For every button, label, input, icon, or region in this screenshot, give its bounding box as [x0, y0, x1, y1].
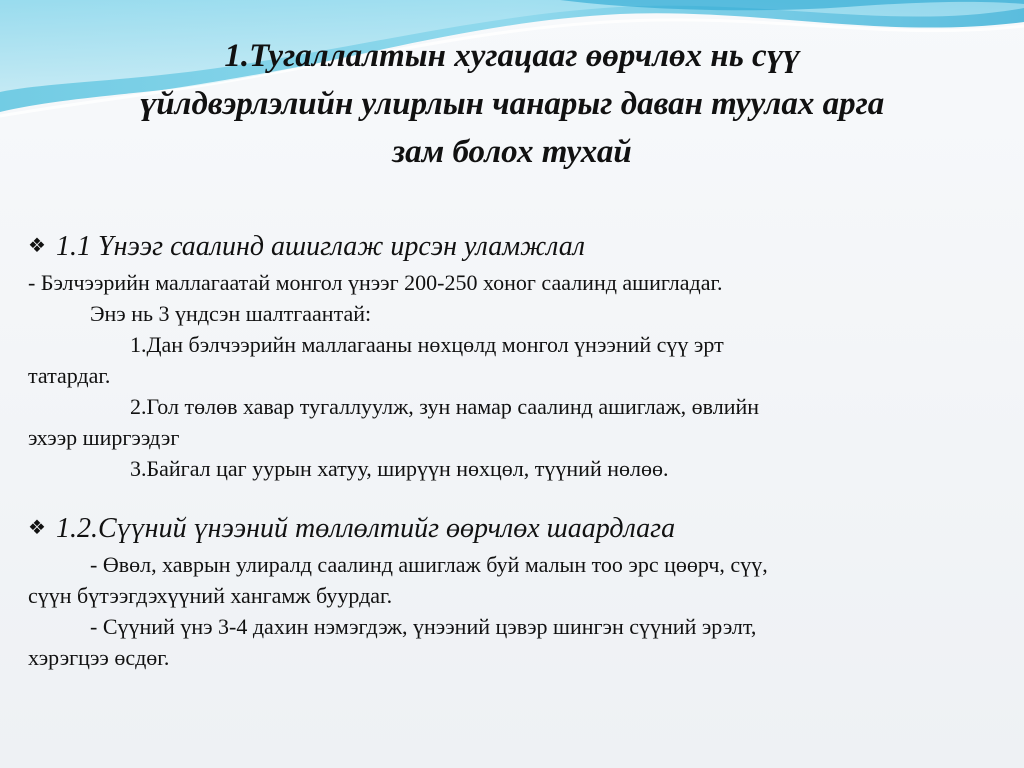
section-2-line-4: хэрэгцээ өсдөг.	[28, 645, 170, 670]
section-1-line-1: - Бэлчээрийн маллагаатай монгол үнээг 200-250 хоног саалинд ашигладаг.	[28, 270, 723, 295]
section-2-heading-text: 1.2.Сүүний үнээний төллөлтийг өөрчлөх шаардлага	[56, 513, 676, 544]
section-2-line-2: сүүн бүтээгдэхүүний хангамж буурдаг.	[28, 583, 393, 608]
diamond-bullet-icon: ❖	[28, 235, 46, 257]
diamond-bullet-icon: ❖	[28, 517, 46, 539]
section-2	[28, 508, 998, 673]
section-1-line-6: эхээр ширгээдэг	[28, 425, 180, 450]
section-1	[28, 226, 998, 484]
section-1-line-2: Энэ нь 3 үндсэн шалтгаантай:	[90, 301, 372, 326]
section-1-heading-text: 1.1 Үнээг саалинд ашиглаж ирсэн уламжлал	[56, 231, 585, 262]
section-spacer	[28, 484, 998, 508]
section-1-line-7: 3.Байгал цаг уурын хатуу, ширүүн нөхцөл, түүний нөлөө.	[130, 456, 669, 481]
section-1-line-3: 1.Дан бэлчээрийн маллагааны нөхцөлд монгол үнээний сүү эрт	[130, 332, 724, 357]
section-2-line-3: - Сүүний үнэ 3-4 дахин нэмэгдэж, үнээний цэвэр шингэн сүүний эрэлт,	[90, 614, 757, 639]
section-2-line-1: - Өвөл, хаврын улиралд саалинд ашиглаж буй малын тоо эрс цөөрч, сүү,	[90, 552, 768, 577]
section-1-line-4: татардаг.	[28, 363, 111, 388]
section-2-heading	[28, 508, 998, 549]
section-1-heading	[28, 226, 998, 267]
section-1-line-5: 2.Гол төлөв хавар тугаллуулж, зун намар саалинд ашиглаж, өвлийн	[130, 394, 760, 419]
slide-body	[28, 226, 998, 673]
slide-title: 1.Тугаллалтын хугацааг өөрчлөх нь сүү үйлдвэрлэлийн улирлын чанарыг даван туулах арга зам болох тухай	[139, 38, 885, 170]
